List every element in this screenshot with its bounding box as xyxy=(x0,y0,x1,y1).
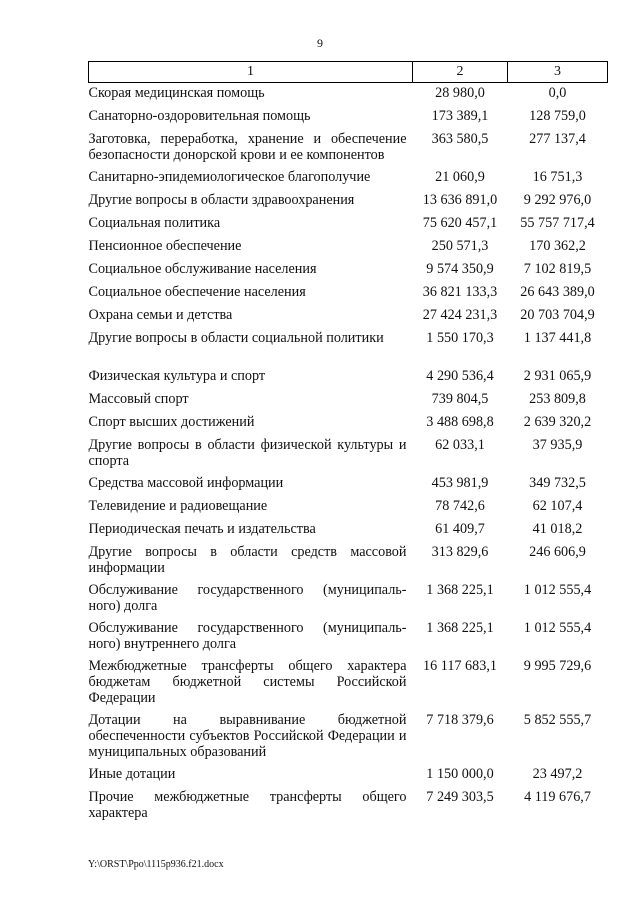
page-number: 9 xyxy=(317,36,323,50)
row-col3-cell: 55 757 717,4 xyxy=(520,215,595,231)
row-col2-cell: 313 829,6 xyxy=(431,544,489,560)
row-col3-cell: 1 012 555,4 xyxy=(523,620,592,636)
table-row xyxy=(89,582,608,620)
row-col3-cell: 349 732,5 xyxy=(529,475,586,491)
table-row xyxy=(89,215,608,238)
table-row xyxy=(89,437,608,475)
table-row xyxy=(89,284,608,307)
row-name-cell: Средства массовой информации xyxy=(88,475,284,491)
table-row xyxy=(89,712,608,766)
row-col3-cell: 5 852 555,7 xyxy=(523,712,592,728)
row-col2-cell: 21 060,9 xyxy=(435,169,485,185)
row-col3-cell: 41 018,2 xyxy=(532,521,583,537)
row-name-cell: Санаторно-оздоровительная помощь xyxy=(88,108,311,124)
table-row xyxy=(89,391,608,414)
row-col2-cell: 1 150 000,0 xyxy=(426,766,494,782)
row-col2-cell: 36 821 133,3 xyxy=(422,284,498,300)
row-col2-cell: 62 033,1 xyxy=(435,437,485,453)
row-name-cell: Социальное обеспечение населения xyxy=(88,284,306,300)
row-col2-cell: 739 804,5 xyxy=(431,391,489,407)
row-col2-cell: 27 424 231,3 xyxy=(422,307,498,323)
table-row xyxy=(89,307,608,330)
table-row xyxy=(89,192,608,215)
row-col3-cell: 4 119 676,7 xyxy=(524,789,591,805)
row-name-cell: Иные дотации xyxy=(88,766,176,782)
row-col2-cell: 3 488 698,8 xyxy=(426,414,494,430)
row-col3-cell: 9 995 729,6 xyxy=(523,658,592,674)
table-row xyxy=(89,789,608,827)
row-name-cell: Другие вопросы в области физической культуры и спорта xyxy=(88,437,407,469)
row-col2-cell: 4 290 536,4 xyxy=(426,368,494,384)
row-col3-cell: 20 703 704,9 xyxy=(520,307,595,323)
row-col3-cell: 1 137 441,8 xyxy=(523,330,592,346)
row-name-cell: Другие вопросы в области здравоохранения xyxy=(88,192,355,208)
row-col3-cell: 7 102 819,5 xyxy=(523,261,592,277)
table-row xyxy=(89,414,608,437)
row-col3-cell: 1 012 555,4 xyxy=(523,582,592,598)
table-row xyxy=(89,131,608,169)
table-row xyxy=(89,108,608,131)
table-header-row xyxy=(89,62,608,83)
table-row xyxy=(89,261,608,284)
row-col3-cell: 2 639 320,2 xyxy=(523,414,592,430)
row-col3-cell: 128 759,0 xyxy=(529,108,586,124)
row-col2-cell: 78 742,6 xyxy=(435,498,485,514)
row-name-cell: Социальная политика xyxy=(88,215,221,231)
row-col3-cell: 16 751,3 xyxy=(532,169,583,185)
column-header-1: 1 xyxy=(89,62,413,83)
row-col2-cell: 363 580,5 xyxy=(431,131,489,147)
table-row xyxy=(89,521,608,544)
row-col3-cell: 277 137,4 xyxy=(529,131,586,147)
row-col3-cell: 26 643 389,0 xyxy=(520,284,595,300)
row-col2-cell: 453 981,9 xyxy=(431,475,489,491)
row-name-cell: Другие вопросы в области средств массовой информации xyxy=(88,544,407,576)
row-name-cell: Охрана семьи и детства xyxy=(88,307,233,323)
row-col3-cell: 253 809,8 xyxy=(529,391,586,407)
row-name-cell: Массовый спорт xyxy=(88,391,189,407)
row-col2-cell: 1 368 225,1 xyxy=(426,582,494,598)
row-name-cell: Заготовка, переработка, хранение и обеспечение безопасности донорской крови и ее компонентов xyxy=(88,131,407,163)
row-col2-cell: 9 574 350,9 xyxy=(426,261,494,277)
row-col2-cell: 61 409,7 xyxy=(435,521,485,537)
row-col2-cell: 7 249 303,5 xyxy=(426,789,494,805)
row-col3-cell: 170 362,2 xyxy=(529,238,586,254)
row-name-cell: Социальное обслуживание населения xyxy=(88,261,317,277)
table-row xyxy=(89,330,608,368)
row-col2-cell: 28 980,0 xyxy=(435,85,485,101)
table-row xyxy=(89,766,608,789)
row-col3-cell: 0,0 xyxy=(548,85,567,101)
row-name-cell: Обслуживание государственного (муниципаль-ного) внутреннего долга xyxy=(88,620,407,652)
row-name-cell: Скорая медицинская помощь xyxy=(88,85,265,101)
table-row xyxy=(89,83,608,109)
row-col3-cell: 9 292 976,0 xyxy=(523,192,592,208)
budget-table xyxy=(88,61,608,827)
table-row xyxy=(89,620,608,658)
table-row xyxy=(89,544,608,582)
footer-file-path: Y:\ORST\Ppo\1115p936.f21.docx xyxy=(88,859,224,870)
table-body xyxy=(89,83,608,828)
row-name-cell: Физическая культура и спорт xyxy=(88,368,266,384)
row-col2-cell: 13 636 891,0 xyxy=(422,192,498,208)
row-name-cell: Пенсионное обеспечение xyxy=(88,238,242,254)
table-row xyxy=(89,169,608,192)
row-name-cell: Дотации на выравнивание бюджетной обеспеченности субъектов Российской Федерации и муниципальных образований xyxy=(88,712,407,760)
row-name-cell: Прочие межбюджетные трансферты общего характера xyxy=(88,789,407,821)
row-name-cell: Периодическая печать и издательства xyxy=(88,521,316,537)
row-col2-cell: 250 571,3 xyxy=(431,238,489,254)
column-header-2: 2 xyxy=(413,62,508,83)
table-row xyxy=(89,658,608,712)
table-row xyxy=(89,498,608,521)
table-row xyxy=(89,368,608,391)
row-col2-cell: 7 718 379,6 xyxy=(426,712,494,728)
row-col2-cell: 173 389,1 xyxy=(431,108,489,124)
row-name-cell: Межбюджетные трансферты общего характера бюджетам бюджетной системы Российской Федерации xyxy=(88,658,407,706)
column-header-3: 3 xyxy=(508,62,608,83)
row-name-cell: Обслуживание государственного (муниципаль-ного) долга xyxy=(88,582,407,614)
row-name-cell: Телевидение и радиовещание xyxy=(88,498,268,514)
row-name-cell: Другие вопросы в области социальной политики xyxy=(88,330,384,346)
row-col2-cell: 1 550 170,3 xyxy=(426,330,494,346)
row-col2-cell: 16 117 683,1 xyxy=(423,658,497,674)
row-col3-cell: 23 497,2 xyxy=(532,766,583,782)
row-name-cell: Санитарно-эпидемиологическое благополучие xyxy=(88,169,371,185)
row-col3-cell: 246 606,9 xyxy=(529,544,586,560)
row-name-cell: Спорт высших достижений xyxy=(88,414,255,430)
row-col2-cell: 75 620 457,1 xyxy=(422,215,498,231)
row-col3-cell: 2 931 065,9 xyxy=(523,368,592,384)
row-col3-cell: 62 107,4 xyxy=(532,498,583,514)
row-col2-cell: 1 368 225,1 xyxy=(426,620,494,636)
table-row xyxy=(89,475,608,498)
table-row xyxy=(89,238,608,261)
row-col3-cell: 37 935,9 xyxy=(532,437,583,453)
